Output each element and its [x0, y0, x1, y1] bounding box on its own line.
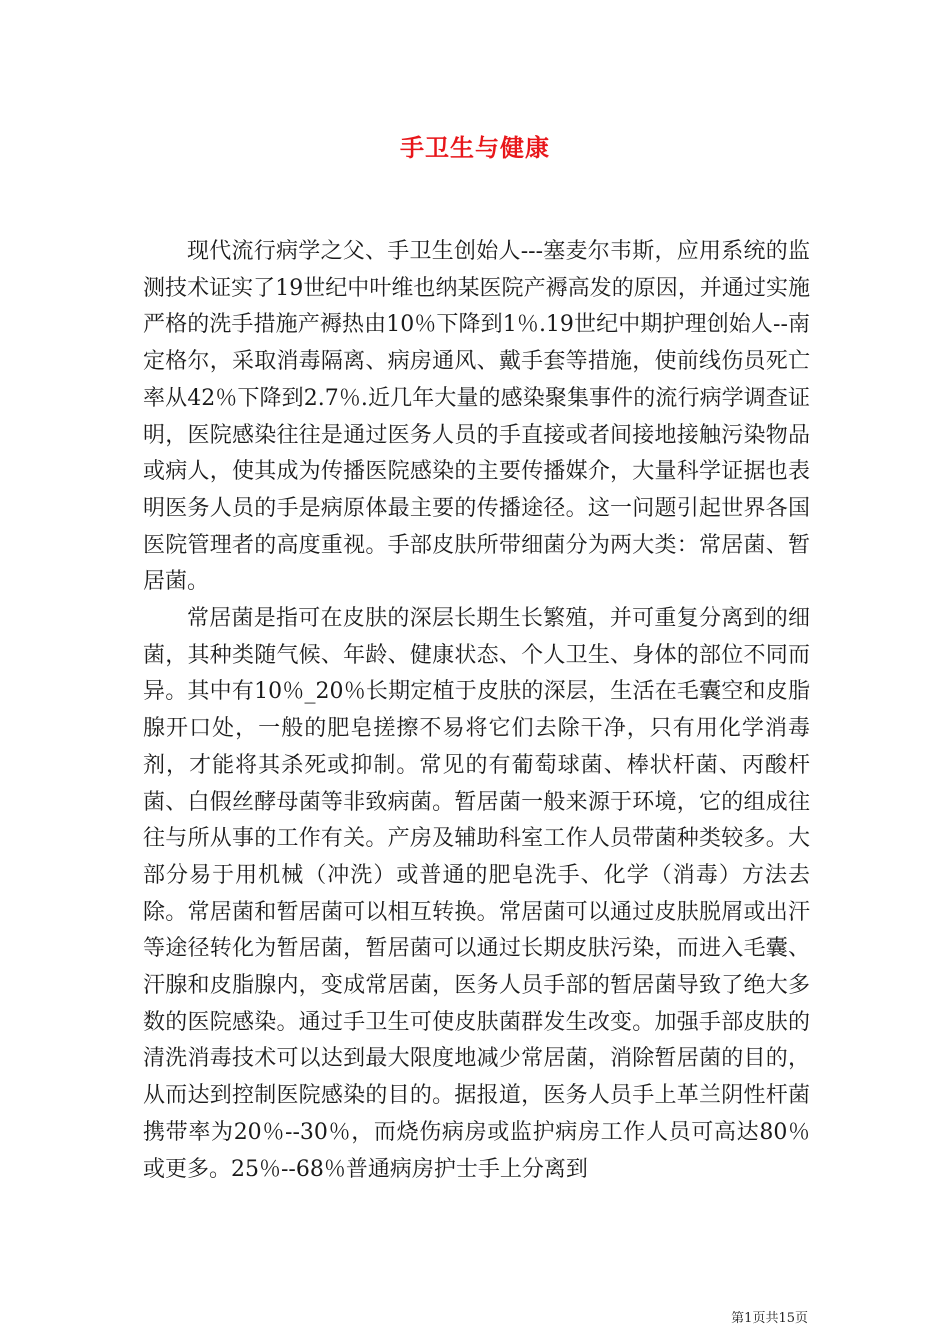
paragraph-intro: 现代流行病学之父、手卫生创始人---塞麦尔韦斯，应用系统的监测技术证实了19世纪中叶维也纳某医院产褥高发的原因，并通过实施严格的洗手措施产褥热由10％下降到1％.19世纪中期护理创始人--南定格尔，采取消毒隔离、病房通风、戴手套等措施，使前线伤员死亡率从42％下降到2.7％.近几年大量的感染聚集事件的流行病学调查证明，医院感染往往是通过医务人员的手直接或者间接地接触污染物品或病人，使其成为传播医院感染的主要传播媒介，大量科学证据也表明医务人员的手是病原体最主要的传播途径。这一问题引起世界各国医院管理者的高度重视。手部皮肤所带细菌分为两大类：常居菌、暂居菌。: [143, 239, 810, 595]
document-title: 手卫生与健康: [400, 133, 550, 162]
document-body: [143, 234, 810, 1188]
page-number: 第1页共15页: [731, 1311, 808, 1326]
paragraph-resident-bacteria: 常居菌是指可在皮肤的深层长期生长繁殖，并可重复分离到的细菌，其种类随气候、年龄、健康状态、个人卫生、身体的部位不同而异。其中有10％_20％长期定植于皮肤的深层，生活在毛囊空和皮脂腺开口处，一般的肥皂搓擦不易将它们去除干净，只有用化学消毒剂，才能将其杀死或抑制。常见的有葡萄球菌、棒状杆菌、丙酸杆菌、白假丝酵母菌等非致病菌。暂居菌一般来源于环境，它的组成往往与所从事的工作有关。产房及辅助科室工作人员带菌种类较多。大部分易于用机械（冲洗）或普通的肥皂洗手、化学（消毒）方法去除。常居菌和暂居菌可以相互转换。常居菌可以通过皮肤脱屑或出汗等途径转化为暂居菌，暂居菌可以通过长期皮肤污染，而进入毛囊、汗腺和皮脂腺内，变成常居菌，医务人员手部的暂居菌导致了绝大多数的医院感染。通过手卫生可使皮肤菌群发生改变。加强手部皮肤的清洗消毒技术可以达到最大限度地减少常居菌，消除暂居菌的目的，从而达到控制医院感染的目的。据报道，医务人员手上革兰阴性杆菌携带率为20％--30％，而烧伤病房或监护病房工作人员可高达80％或更多。25％--68％普通病房护士手上分离到: [143, 606, 810, 1182]
